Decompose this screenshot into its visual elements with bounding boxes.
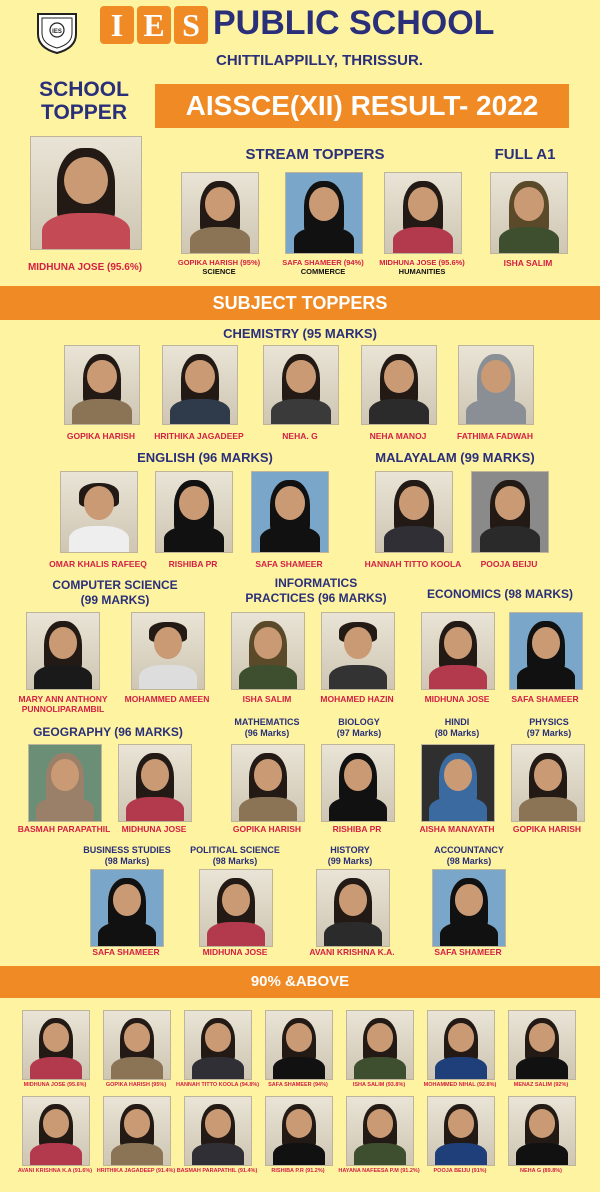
cs-photo (26, 612, 100, 690)
chemistry-name: NEHA. G (282, 431, 318, 441)
subject-toppers-band: SUBJECT TOPPERS (0, 286, 600, 320)
above-90-name: RISHIBA P.R (91.2%) (271, 1168, 325, 1174)
hindi-title: HINDI (80 Marks) (434, 717, 480, 738)
economics-photo (509, 612, 583, 690)
chemistry-photo (162, 345, 238, 425)
above-90-photo (427, 1010, 495, 1080)
above-90-name: HAYANA NAFEESA P.M (91.2%) (338, 1168, 420, 1174)
above-90-photo (265, 1010, 333, 1080)
chemistry-photo (64, 345, 140, 425)
above-90-name: HANNAH TITTO KOOLA (94.8%) (176, 1082, 260, 1088)
above-90-name: NEHA G (89.8%) (520, 1168, 562, 1174)
history-name: AVANI KRISHNA K.A. (309, 947, 395, 957)
stream-label: SCIENCE (202, 267, 236, 276)
geography-name: MIDHUNA JOSE (121, 824, 187, 834)
above-90-row-1 (20, 1010, 580, 1094)
hindi-name: AISHA MANAYATH (419, 824, 495, 834)
political-science-photo (199, 869, 273, 947)
informatics-name: MOHAMED HAZIN (320, 694, 394, 704)
cs-name: MOHAMMED AMEEN (124, 694, 210, 704)
above-90-photo (184, 1010, 252, 1080)
history-title: HISTORY (99 Marks) (327, 845, 373, 866)
informatics-photo (231, 612, 305, 690)
school-topper-label: SCHOOL TOPPER (39, 78, 129, 124)
above-90-photo (22, 1010, 90, 1080)
chemistry-name: HRITHIKA JAGADEEP (154, 431, 244, 441)
english-name: RISHIBA PR (168, 559, 218, 569)
accountancy-photo (432, 869, 506, 947)
above-90-name: AVANI KRISHNA K.A (91.6%) (17, 1168, 93, 1174)
school-topper-photo (30, 136, 142, 250)
accountancy-title: ACCOUNTANCY (98 Marks) (434, 845, 504, 866)
svg-text:IES: IES (52, 29, 62, 35)
full-a1-photo (490, 172, 568, 254)
informatics-title: INFORMATICS PRACTICES (96 MARKS) (245, 576, 387, 605)
english-name: OMAR KHALIS RAFEEQ (49, 559, 147, 569)
accountancy-name: SAFA SHAMEER (434, 947, 502, 957)
above-90-photo (427, 1096, 495, 1166)
school-topper-name: MIDHUNA JOSE (95.6%) (27, 262, 143, 273)
above-90-photo (508, 1010, 576, 1080)
stream-label: COMMERCE (300, 267, 346, 276)
school-logo (34, 8, 80, 54)
malayalam-name: POOJA BEIJU (480, 559, 538, 569)
mathematics-name: GOPIKA HARISH (232, 824, 302, 834)
above-90-photo (508, 1096, 576, 1166)
economics-name: MIDHUNA JOSE (424, 694, 490, 704)
informatics-photo (321, 612, 395, 690)
english-photo (60, 471, 138, 553)
computer-science-title: COMPUTER SCIENCE (99 MARKS) (52, 578, 178, 607)
mathematics-title: MATHEMATICS (96 Marks) (234, 717, 300, 738)
chemistry-name: NEHA MANOJ (369, 431, 427, 441)
chemistry-title: CHEMISTRY (95 MARKS) (223, 326, 377, 341)
political-science-title: POLITICAL SCIENCE (98 Marks) (190, 845, 280, 866)
cs-name: MARY ANN ANTHONY PUNNOLIPARAMBIL (18, 694, 108, 714)
stream-topper-photo (285, 172, 363, 254)
above-90-photo (346, 1096, 414, 1166)
english-name: SAFA SHAMEER (255, 559, 323, 569)
above-90-name: ISHA SALIM (93.8%) (352, 1082, 406, 1088)
hindi-photo (421, 744, 495, 822)
above-90-name: MENAZ SALIM (92%) (513, 1082, 569, 1088)
above-90-photo (265, 1096, 333, 1166)
above-90-name: HRITHIKA JAGADEEP (91.4%) (96, 1168, 176, 1174)
cs-photo (131, 612, 205, 690)
chemistry-photo (263, 345, 339, 425)
business-studies-name: SAFA SHAMEER (92, 947, 160, 957)
school-name: PUBLIC SCHOOL (213, 4, 495, 42)
physics-photo (511, 744, 585, 822)
biology-photo (321, 744, 395, 822)
english-title: ENGLISH (96 MARKS) (137, 450, 273, 465)
above-90-photo (103, 1010, 171, 1080)
chemistry-photo (361, 345, 437, 425)
above-90-name: MIDHUNA JOSE (95.6%) (23, 1082, 87, 1088)
physics-name: GOPIKA HARISH (512, 824, 582, 834)
result-title-banner (155, 84, 569, 128)
malayalam-name: HANNAH TITTO KOOLA (364, 559, 462, 569)
stream-topper-photo (181, 172, 259, 254)
stream-toppers-title: STREAM TOPPERS (245, 146, 385, 163)
above-90-name: GOPIKA HARISH (95%) (105, 1082, 167, 1088)
geography-name: BASMAH PARAPATHIL (17, 824, 111, 834)
stream-topper-name: GOPIKA HARISH (95%) (177, 258, 261, 267)
above-90-name: BASMAH PARAPATHIL (91.4%) (176, 1168, 258, 1174)
full-a1-name: ISHA SALIM (503, 258, 553, 268)
stream-topper-name: MIDHUNA JOSE (95.6%) (379, 258, 465, 267)
above-90-photo (346, 1010, 414, 1080)
school-location: CHITTILAPPILLY, THRISSUR. (216, 52, 423, 69)
economics-photo (421, 612, 495, 690)
stream-topper-name: SAFA SHAMEER (94%) (282, 258, 364, 267)
above-90-photo (103, 1096, 171, 1166)
result-title: AISSCE(XII) RESULT- 2022 (185, 90, 539, 121)
physics-title: PHYSICS (97 Marks) (526, 717, 572, 738)
political-science-name: MIDHUNA JOSE (202, 947, 268, 957)
chemistry-name: FATHIMA FADWAH (456, 431, 534, 441)
above-90-photo (22, 1096, 90, 1166)
business-studies-photo (90, 869, 164, 947)
business-studies-title: BUSINESS STUDIES (98 Marks) (83, 845, 171, 866)
above-90-band: 90% &ABOVE (0, 966, 600, 998)
biology-title: BIOLOGY (97 Marks) (336, 717, 382, 738)
english-photo (155, 471, 233, 553)
chemistry-name: GOPIKA HARISH (66, 431, 136, 441)
mathematics-photo (231, 744, 305, 822)
malayalam-title: MALAYALAM (99 MARKS) (375, 450, 535, 465)
above-90-name: POOJA BEIJU (91%) (433, 1168, 487, 1174)
stream-label: HUMANITIES (398, 267, 446, 276)
english-photo (251, 471, 329, 553)
brand-ies: I E S (100, 6, 208, 46)
geography-photo (118, 744, 192, 822)
economics-name: SAFA SHAMEER (511, 694, 579, 704)
biology-name: RISHIBA PR (332, 824, 382, 834)
malayalam-photo (471, 471, 549, 553)
economics-title: ECONOMICS (98 MARKS) (426, 587, 573, 601)
chemistry-photo (458, 345, 534, 425)
stream-topper-photo (384, 172, 462, 254)
above-90-name: MOHAMMED NIHAL (92.8%) (423, 1082, 497, 1088)
geography-photo (28, 744, 102, 822)
full-a1-title: FULL A1 (494, 146, 556, 163)
above-90-row-2 (17, 1096, 580, 1180)
geography-title: GEOGRAPHY (96 MARKS) (33, 725, 183, 739)
above-90-photo (184, 1096, 252, 1166)
informatics-name: ISHA SALIM (242, 694, 292, 704)
malayalam-photo (375, 471, 453, 553)
above-90-name: SAFA SHAMEER (94%) (268, 1082, 328, 1088)
history-photo (316, 869, 390, 947)
